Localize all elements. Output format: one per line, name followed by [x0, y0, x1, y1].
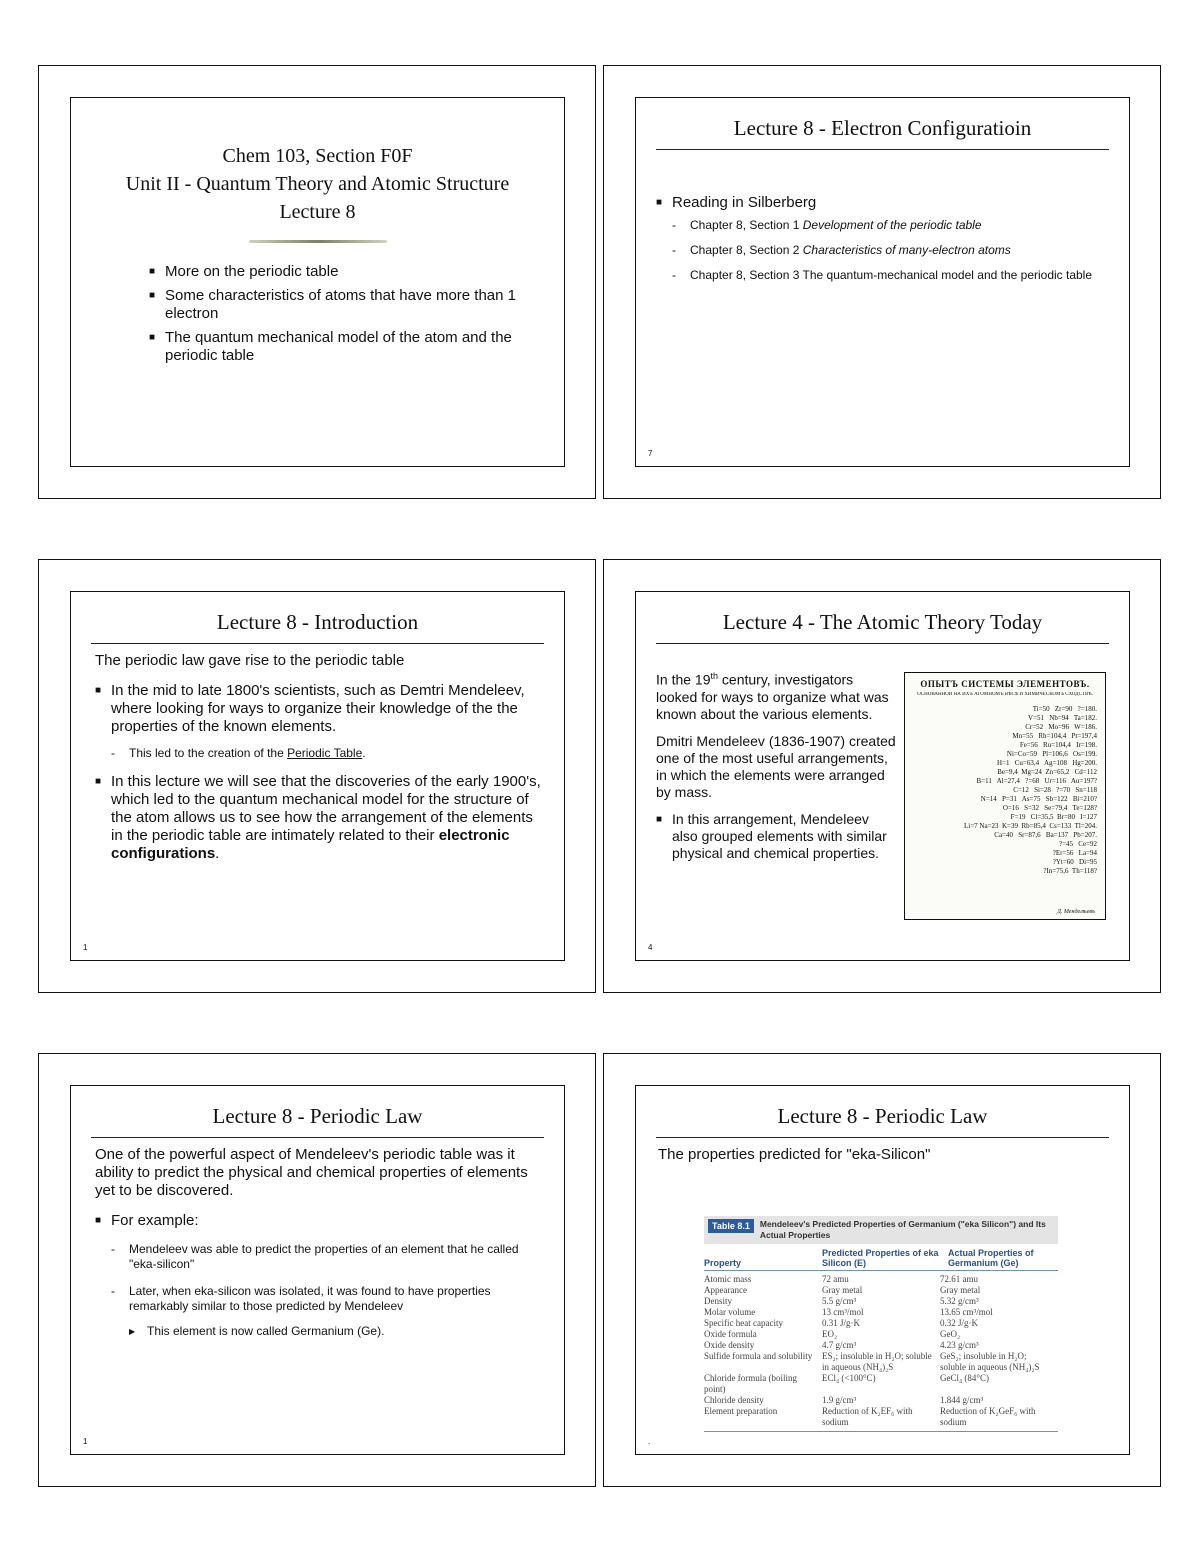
- image-row: Ca=40 Sr=87,6 Ba=137 Pb=207.: [994, 831, 1097, 839]
- table-row: [704, 1340, 1058, 1351]
- table-cell: 0.32 J/g·K: [940, 1318, 978, 1328]
- table-cell: Gray metal: [822, 1285, 863, 1295]
- slide-frame-2: [603, 65, 1161, 499]
- table-cell: 1.9 g/cm³: [822, 1395, 857, 1405]
- sub-list: [111, 1242, 544, 1339]
- list-item: ■ Reading in Silberberg: [656, 194, 817, 211]
- slide-number: 1: [83, 1437, 88, 1446]
- slide-6: [635, 1085, 1130, 1455]
- table-cell: Reduction of K₂EF₆ with sodium: [822, 1406, 913, 1427]
- list-item: ■ The quantum mechanical model of the atom and the periodic table: [149, 329, 512, 364]
- lead-text: The properties predicted for "eka-Silicon": [658, 1146, 931, 1163]
- table-row: [704, 1318, 1058, 1329]
- table-cell: 4.23 g/cm³: [940, 1340, 979, 1350]
- image-row: Be=9,4 Mg=24 Zn=65,2 Cd=112: [997, 768, 1097, 776]
- list-item: - Chapter 8, Section 2 Characteristics of many-electron atoms: [672, 243, 1011, 257]
- slide-number: 4: [648, 943, 653, 952]
- table-cell: GeS₂; insoluble in H₂O; soluble in aqueous (NH₄)₂S: [940, 1351, 1040, 1372]
- table-row: [704, 1351, 1058, 1373]
- slide-1-title: [71, 142, 564, 226]
- image-row: C=12 Si=28 ?=70 Sn=118: [1013, 786, 1097, 794]
- table-caption: Mendeleev's Predicted Properties of Germanium ("eka Silicon") and Its Actual Properties: [759, 1219, 1046, 1240]
- table-cell: 5.32 g/cm³: [940, 1296, 979, 1306]
- list-item: ■ For example:: [95, 1212, 199, 1229]
- list-item: - Later, when eka-silicon was isolated, it was found to have properties remarkably similar to those predicted by Mendeleev: [111, 1284, 491, 1313]
- image-row: O=16 S=32 Se=79,4 Te=128?: [1002, 804, 1097, 812]
- image-row: ?Yt=60 Di=95: [1052, 858, 1097, 866]
- table-cell: Oxide formula: [704, 1329, 757, 1339]
- table-cell: Specific heat capacity: [704, 1318, 783, 1328]
- lead-text: The periodic law gave rise to the periodic table: [95, 652, 405, 669]
- slide-frame-5: [38, 1053, 596, 1487]
- slide-4-text: [656, 668, 896, 862]
- table-row: [704, 1329, 1058, 1340]
- image-row: Mn=55 Rh=104,4 Pt=197,4: [1012, 732, 1097, 740]
- table-caption-row: [704, 1216, 1058, 1244]
- list-item: ▶ This element is now called Germanium (Ge).: [129, 1324, 385, 1338]
- slide-frame-3: [38, 559, 596, 993]
- table-cell: GeCl₄ (84°C): [940, 1373, 989, 1383]
- triangle-bullet-icon: ▶: [129, 1327, 136, 1336]
- square-bullet-icon: ■: [95, 776, 102, 787]
- table-cell: 1.844 g/cm³: [940, 1395, 984, 1405]
- image-title: ОПЫТЪ СИСТЕМЫ ЭЛЕМЕНТОВЪ.: [920, 679, 1090, 689]
- list-item: ■ In this lecture we will see that the discoveries of the early 1900's, which led to the quantum mechanical model for the structure of the atom allows us to see how the arrangement of the elements in the periodic table are intimately related to their electronic configurations.: [95, 773, 541, 862]
- table-cell: Element preparation: [704, 1406, 778, 1416]
- table-row: [704, 1285, 1058, 1296]
- image-row: Ni=Co=59 Pl=106,6 Os=199.: [1006, 750, 1097, 758]
- table-cell: ES₂; insoluble in H₂O; soluble in aqueous (NH₄)₂S: [822, 1351, 932, 1372]
- table-cell: EO₂: [822, 1329, 838, 1339]
- slide-1: [70, 97, 565, 467]
- slide-number: .: [648, 1437, 651, 1446]
- table-row: [704, 1307, 1058, 1318]
- table-row: [704, 1296, 1058, 1307]
- image-row: ?=45 Ce=92: [1058, 840, 1097, 848]
- slide-frame-6: [603, 1053, 1161, 1487]
- list-item: ■ More on the periodic table: [149, 263, 339, 280]
- square-bullet-icon: ■: [95, 1215, 102, 1226]
- slide-number: 1: [83, 943, 88, 952]
- column-header: Actual Properties of Germanium (Ge): [948, 1248, 1034, 1268]
- image-row: F=19 Cl=35,5 Br=80 I=127: [1010, 813, 1097, 821]
- image-row: Fe=56 Ru=104,4 Ir=198.: [1019, 741, 1097, 749]
- table-cell: ECl₄ (<100°C): [822, 1373, 876, 1383]
- list-item: ■ Some characteristics of atoms that have more than 1 electron: [149, 287, 516, 322]
- square-bullet-icon: ■: [656, 813, 663, 825]
- table-8-1: [704, 1216, 1058, 1432]
- slide-3: [70, 591, 565, 961]
- list-item: - Chapter 8, Section 1 Development of the periodic table: [672, 218, 982, 232]
- table-row: [704, 1406, 1058, 1428]
- slide-5-body: [95, 1146, 544, 1339]
- slide-2-body: [656, 194, 1099, 283]
- square-bullet-icon: ■: [656, 197, 663, 208]
- image-row: N=14 P=31 As=75 Sb=122 Bi=210?: [980, 795, 1097, 803]
- slide-4: [635, 591, 1130, 961]
- table-cell: Chloride density: [704, 1395, 764, 1405]
- table-row: [704, 1274, 1058, 1285]
- sub-list: [672, 218, 1099, 283]
- slide-title: Lecture 4 - The Atomic Theory Today: [656, 610, 1109, 644]
- table-header-row: [704, 1248, 1058, 1271]
- list-item: ■ In the mid to late 1800's scientists, such as Demtri Mendeleev, where looking for ways to organize their knowledge of the the properties of the known elements.: [95, 682, 525, 735]
- image-signature: Д. Менделѣевъ: [1057, 909, 1095, 915]
- table-row: [704, 1395, 1058, 1406]
- square-bullet-icon: ■: [149, 266, 156, 277]
- column-header: Property: [704, 1258, 742, 1268]
- table-cell: Oxide density: [704, 1340, 755, 1350]
- slide-2: [635, 97, 1130, 467]
- title-line: Chem 103, Section F0F: [222, 145, 413, 167]
- slide-3-body: [95, 652, 544, 863]
- square-bullet-icon: ■: [95, 685, 102, 696]
- square-bullet-icon: ■: [149, 332, 156, 343]
- list-item: ■ In this arrangement, Mendeleev also grouped elements with similar physical and chemical properties.: [656, 810, 887, 861]
- table-cell: 13.65 cm³/mol: [940, 1307, 993, 1317]
- table-body: [704, 1274, 1058, 1432]
- title-line: Lecture 8: [279, 201, 356, 223]
- image-row: Ti=50 Zr=90 ?=180.: [1032, 705, 1097, 713]
- table-cell: 13 cm³/mol: [822, 1307, 864, 1317]
- image-row: ?Er=56 La=94: [1052, 849, 1097, 857]
- table-cell: Appearance: [704, 1285, 747, 1295]
- list-item: - This led to the creation of the Periodic Table.: [111, 746, 366, 760]
- title-line: Unit II - Quantum Theory and Atomic Structure: [125, 173, 510, 195]
- table-cell: Density: [704, 1296, 732, 1306]
- lead-text: One of the powerful aspect of Mendeleev's periodic table was it ability to predict the physical and chemical properties of elements yet to be discovered.: [95, 1146, 528, 1199]
- paragraph: Dmitri Mendeleev (1836-1907) created one of the most useful arrangements, in which the elements were arranged by mass.: [656, 732, 896, 800]
- slide-title: Lecture 8 - Electron Configuratioin: [656, 116, 1109, 150]
- table-cell: 5.5 g/cm³: [822, 1296, 857, 1306]
- table-cell: Atomic mass: [704, 1274, 752, 1284]
- table-cell: 72 amu: [822, 1274, 849, 1284]
- paragraph: In the 19th century, investigators looked for ways to organize what was known about the various elements.: [656, 671, 889, 722]
- column-header: Predicted Properties of eka Silicon (E): [822, 1248, 939, 1268]
- image-subtitle: ОСНОВАННОЙ НА ИХЪ АТОМНОМЪ ВѢСѢ И ХИМИЧЕСКОМЪ СХОДСТВѢ.: [917, 692, 1093, 697]
- image-row: H=1 Cu=63,4 Ag=108 Hg=200.: [997, 759, 1097, 767]
- table-cell: GeO₂: [940, 1329, 961, 1339]
- table-cell: 0.31 J/g·K: [822, 1318, 860, 1328]
- table-cell: 4.7 g/cm³: [822, 1340, 857, 1350]
- table-cell: Gray metal: [940, 1285, 981, 1295]
- square-bullet-icon: ■: [149, 290, 156, 301]
- table-row: [704, 1373, 1058, 1395]
- slide-1-bullets: [149, 263, 524, 365]
- image-row: ?In=75,6 Th=118?: [1043, 867, 1097, 875]
- image-row: V=51 Nb=94 Ta=182.: [1028, 714, 1097, 722]
- table-cell: Molar volume: [704, 1307, 756, 1317]
- list-item: - Mendeleev was able to predict the properties of an element that he called "eka-silicon": [111, 1242, 519, 1271]
- image-row: B=11 Al=27,4 ?=68 Ur=116 Au=197?: [976, 777, 1097, 785]
- mendeleev-table-image: [904, 672, 1106, 920]
- slide-title: Lecture 8 - Periodic Law: [656, 1104, 1109, 1138]
- list-item: - Chapter 8, Section 3 The quantum-mechanical model and the periodic table: [672, 268, 1093, 282]
- table-cell: Reduction of K₂GeF₆ with sodium: [940, 1406, 1036, 1427]
- periodic-table-link[interactable]: Periodic Table: [287, 746, 363, 760]
- slide-5: [70, 1085, 565, 1455]
- slide-frame-4: [603, 559, 1161, 993]
- table-cell: Sulfide formula and solubility: [704, 1351, 813, 1361]
- slide-number: 7: [648, 449, 653, 458]
- image-row: Li=7 Na=23 K=39 Rb=85,4 Cs=133 Tl=204.: [963, 822, 1097, 830]
- decorative-divider: [249, 240, 387, 243]
- slide-title: Lecture 8 - Periodic Law: [91, 1104, 544, 1138]
- slide-title: Lecture 8 - Introduction: [91, 610, 544, 644]
- image-row: Cr=52 Mo=96 W=186.: [1025, 723, 1097, 731]
- table-cell: Chloride formula (boiling point): [704, 1373, 797, 1394]
- table-label: Table 8.1: [708, 1219, 754, 1233]
- table-cell: 72.61 amu: [940, 1274, 978, 1284]
- image-rows: [911, 705, 1099, 876]
- slide-frame-1: [38, 65, 596, 499]
